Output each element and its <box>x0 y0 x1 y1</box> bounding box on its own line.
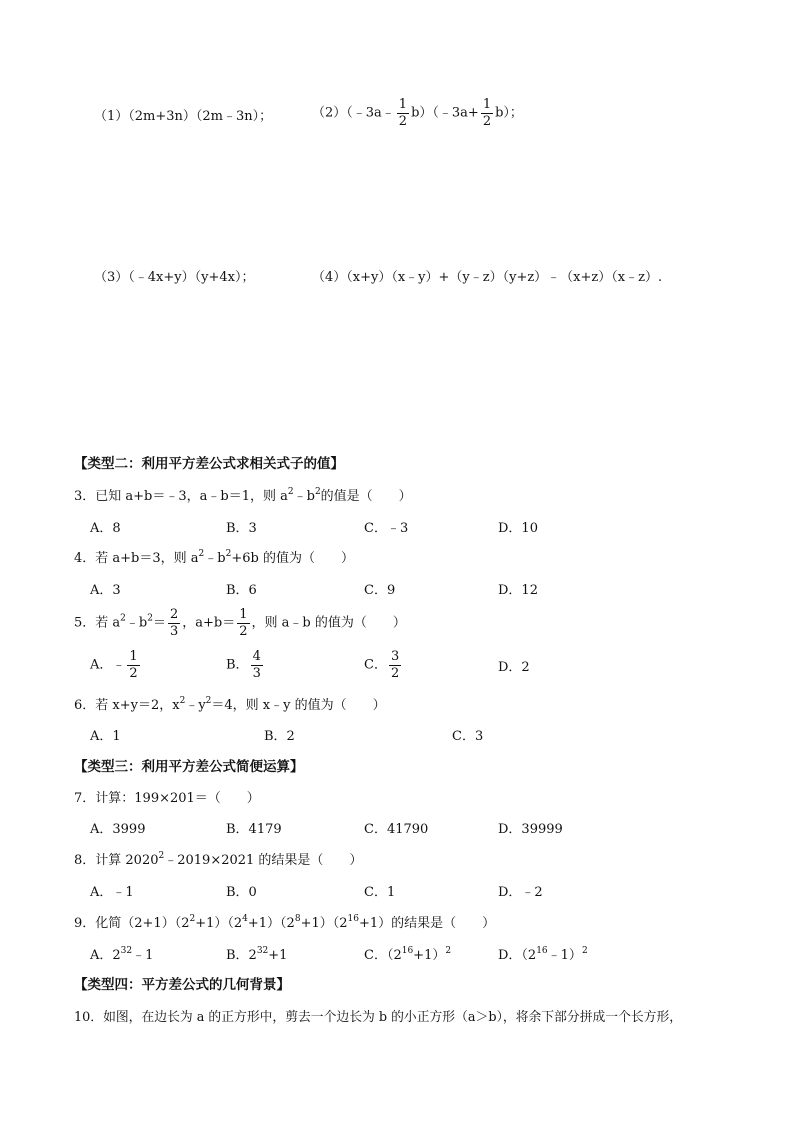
q3-option-c[interactable]: C．﹣3 <box>364 521 409 536</box>
q8-option-c[interactable]: C．1 <box>364 885 396 900</box>
q6-option-c[interactable]: C．3 <box>452 729 484 744</box>
q8-option-b[interactable]: B．0 <box>226 885 257 900</box>
q9-option-b[interactable]: B．$2^{32}+1$ <box>226 946 288 963</box>
question-4: 4．若 a+b＝3，则 $a^2﹣b^2+6b$ 的值为（ ） <box>74 549 354 566</box>
exercise-1: （1）（2m+3n）（2m﹣3n）； <box>94 109 273 124</box>
q7-option-b[interactable]: B．4179 <box>226 822 282 837</box>
question-6: 6．若 x+y＝2，$x^2﹣y^2=4$，则 x﹣y 的值为（ ） <box>74 696 386 713</box>
q8-option-d[interactable]: D．﹣2 <box>498 885 543 900</box>
section-header-type2: 【类型二：利用平方差公式求相关式子的值】 <box>74 456 344 472</box>
q9-option-a[interactable]: A．$2^{32}﹣1$ <box>90 946 154 963</box>
q5-option-c[interactable]: C． $\frac{3}{2}$ <box>364 649 400 681</box>
question-10: 10．如图，在边长为 a 的正方形中，剪去一个边长为 b 的小正方形（a＞b），将余下部分拼成一个长方形， <box>74 1010 683 1025</box>
q3-option-b[interactable]: B．3 <box>226 521 257 536</box>
q7-option-d[interactable]: D．39999 <box>498 822 563 837</box>
q5-option-d[interactable]: D．2 <box>498 660 530 675</box>
question-5: 5．若 $a^2﹣b^2=$ $\frac{2}{3}$ ，a+b＝ $\frac{1}{2}$ ，则 a﹣b 的值为（ ） <box>74 607 406 639</box>
q9-option-d[interactable]: D．$(2^{16}﹣1)^2$ <box>498 946 588 963</box>
exercise-3: （3）（﹣4x+y）（y+4x）； <box>94 270 255 285</box>
q4-option-b[interactable]: B．6 <box>226 583 257 598</box>
exercise-2: （2）（﹣3a﹣ $\frac{1}{2}$ b）（﹣3a+ $\frac{1}{2}$ b）； <box>312 97 523 129</box>
q5-option-b[interactable]: B． $\frac{4}{3}$ <box>226 649 261 681</box>
q3-option-d[interactable]: D．10 <box>498 521 538 536</box>
q6-option-b[interactable]: B．2 <box>264 729 295 744</box>
question-3: 3．已知 a+b＝﹣3，a﹣b＝1，则 $a^2﹣b^2$的值是（ ） <box>74 487 412 504</box>
q5-option-a[interactable]: A．﹣ $\frac{1}{2}$ <box>90 649 138 681</box>
section-header-type3: 【类型三：利用平方差公式简便运算】 <box>74 759 304 775</box>
exercise-4: （4）（x+y）（x﹣y）+（y﹣z）（y+z）﹣（x+z）（x﹣z）. <box>312 270 663 285</box>
q3-option-a[interactable]: A．8 <box>90 521 121 536</box>
question-9: 9．化简$(2+1)(2^2+1)(2^4+1)(2^8+1)(2^{16}+1)$的结果是（ ） <box>74 914 496 931</box>
q4-option-a[interactable]: A．3 <box>90 583 121 598</box>
section-header-type4: 【类型四：平方差公式的几何背景】 <box>74 977 290 993</box>
q4-option-d[interactable]: D．12 <box>498 583 538 598</box>
question-7: 7．计算：199×201＝（ ） <box>74 791 260 806</box>
q4-option-c[interactable]: C．9 <box>364 583 396 598</box>
q8-option-a[interactable]: A．﹣1 <box>90 885 134 900</box>
q7-option-c[interactable]: C．41790 <box>364 822 429 837</box>
q9-option-c[interactable]: C．$(2^{16}+1)^2$ <box>364 946 452 963</box>
q6-option-a[interactable]: A．1 <box>90 729 121 744</box>
question-8: 8．计算 $2020^2﹣2019\times 2021$ 的结果是（ ） <box>74 851 363 868</box>
q7-option-a[interactable]: A．3999 <box>90 822 146 837</box>
